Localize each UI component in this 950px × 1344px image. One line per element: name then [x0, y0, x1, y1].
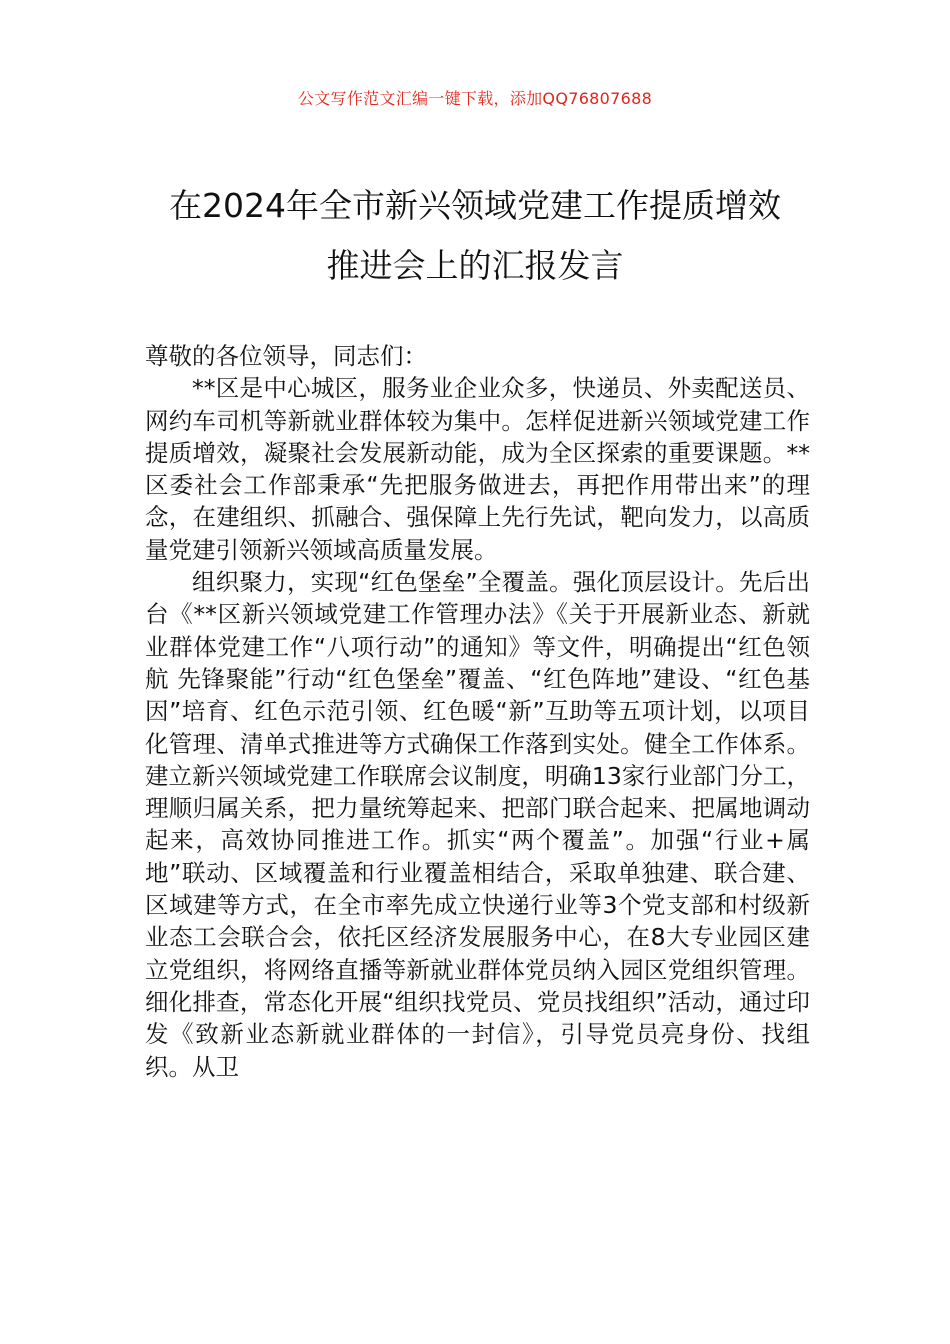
document-title	[100, 176, 850, 296]
paragraph-organization: 组织聚力，实现“红色堡垒”全覆盖。强化顶层设计。先后出台《**区新兴领域党建工作管理办法》《关于开展新业态、新就业群体党建工作“八项行动”的通知》等文件，明确提出“红色领航 先锋聚能”行动“红色堡垒”覆盖、“红色阵地”建设、“红色基因”培育、红色示范引领、红色暖“新”互助等五项计划，以项目化管理、清单式推进等方式确保工作落到实处。健全工作体系。建立新兴领域党建工作联席会议制度，明确13家行业部门分工，理顺归属关系，把力量统筹起来、把部门联合起来、把属地调动起来，高效协同推进工作。抓实“两个覆盖”。加强“行业+属地”联动、区域覆盖和行业覆盖相结合，采取单独建、联合建、区域建等方式，在全市率先成立快递行业等3个党支部和村级新业态工会联合会，依托区经济发展服务中心，在8大专业园区建立党组织，将网络直播等新就业群体党员纳入园区党组织管理。细化排查，常态化开展“组织找党员、党员找组织”活动，通过印发《致新业态新就业群体的一封信》，引导党员亮身份、找组织。从卫	[145, 568, 810, 1081]
title-line-2: 推进会上的汇报发言	[326, 246, 624, 285]
salutation: 尊敬的各位领导，同志们：	[145, 342, 427, 370]
document-body	[145, 340, 810, 1083]
download-promo-header: 公文写作范文汇编一键下载，添加QQ76807688	[297, 89, 653, 108]
title-line-1: 在2024年全市新兴领域党建工作提质增效	[169, 186, 781, 225]
paragraph-intro: **区是中心城区，服务业企业众多，快递员、外卖配送员、网约车司机等新就业群体较为集中。怎样促进新兴领域党建工作提质增效，凝聚社会发展新动能，成为全区探索的重要课题。**区委社会工作部秉承“先把服务做进去，再把作用带出来”的理念，在建组织、抓融合、强保障上先行先试，靶向发力，以高质量党建引领新兴领域高质量发展。	[145, 374, 810, 564]
